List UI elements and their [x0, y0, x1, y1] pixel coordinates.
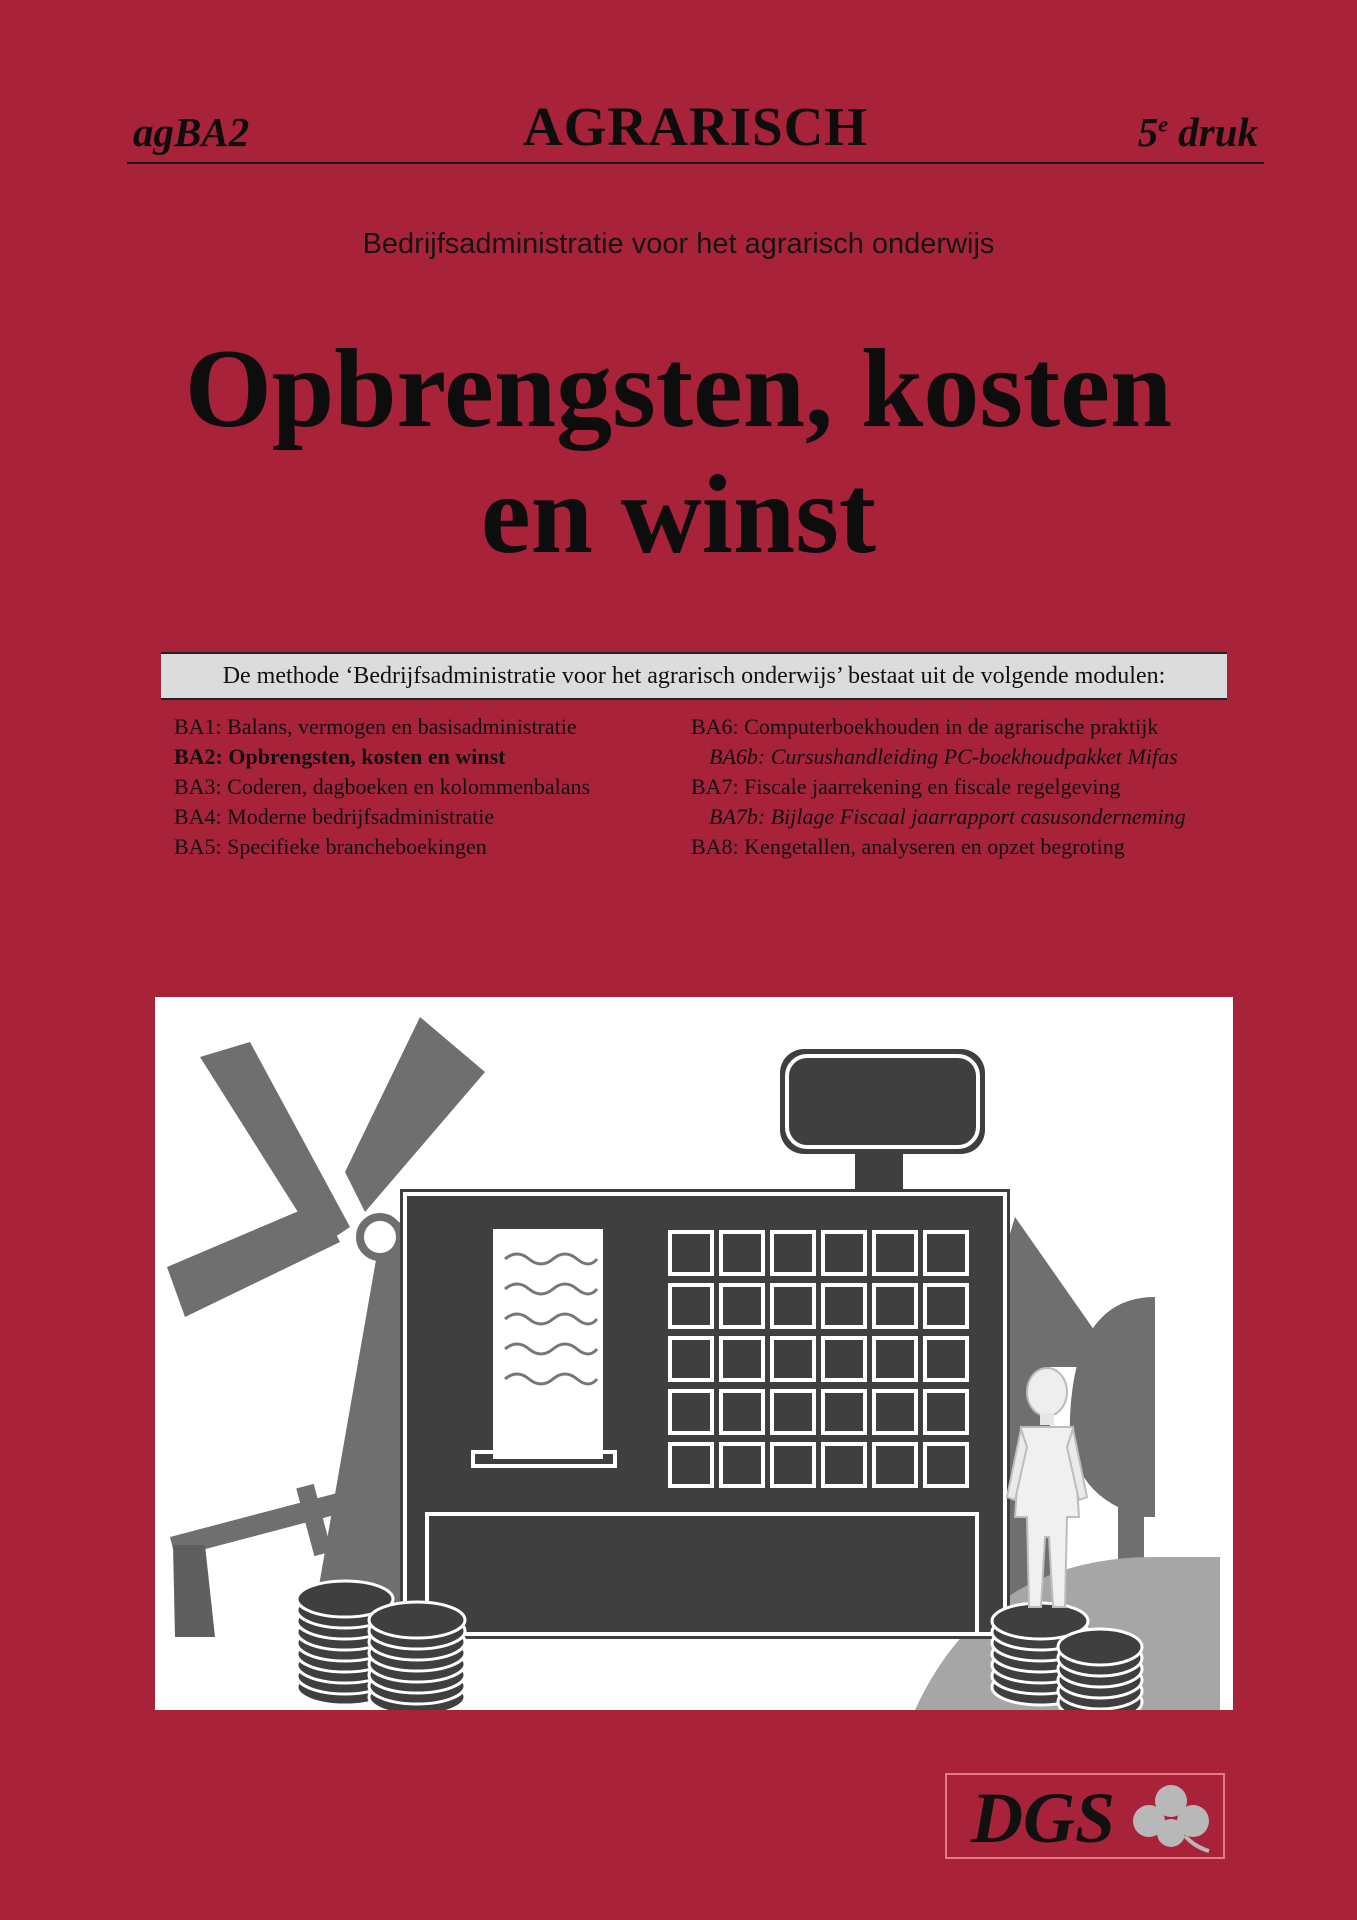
book-title-line-2: en winst	[480, 453, 877, 577]
publisher-name: DGS	[971, 1778, 1116, 1858]
module-sub-item: BA6b: Cursushandleiding PC-boekhoudpakket Mifas	[709, 744, 1178, 769]
publisher-logo	[945, 1773, 1225, 1859]
book-title	[0, 326, 1357, 578]
module-item: BA6: Computerboekhouden in de agrarische praktijk	[691, 714, 1159, 739]
module-sub-item: BA7b: Bijlage Fiscaal jaarrapport casusonderneming	[709, 804, 1186, 829]
modules-list-left	[174, 712, 590, 862]
book-code: agBA2	[133, 109, 250, 155]
cover-subtitle: Bedrijfsadministratie voor het agrarisch onderwijs	[362, 228, 995, 260]
cover-illustration	[155, 997, 1233, 1710]
modules-list-right	[691, 712, 1186, 862]
modules-intro-bar: De methode ‘Bedrijfsadministratie voor het agrarisch onderwijs’ bestaat uit de volgende modulen:	[161, 652, 1227, 700]
clover-icon	[1125, 1781, 1217, 1855]
module-item: BA8: Kengetallen, analyseren en opzet begroting	[691, 834, 1125, 859]
coin	[1058, 1629, 1142, 1665]
book-title-line-1: Opbrengsten, kosten	[184, 327, 1173, 451]
cash-register-icon	[400, 1049, 1010, 1639]
cover-header	[127, 96, 1264, 164]
coin	[369, 1602, 465, 1638]
module-item: BA1: Balans, vermogen en basisadministratie	[174, 714, 577, 739]
module-item: BA5: Specifieke brancheboekingen	[174, 834, 487, 859]
module-item: BA7: Fiscale jaarrekening en fiscale regelgeving	[691, 774, 1121, 799]
module-item: BA4: Moderne bedrijfsadministratie	[174, 804, 495, 829]
series-title: AGRARISCH	[522, 96, 869, 157]
edition-label: 5e druk	[1137, 109, 1258, 155]
module-item-current: BA2: Opbrengsten, kosten en winst	[174, 744, 506, 769]
module-item: BA3: Coderen, dagboeken en kolommenbalans	[174, 774, 591, 799]
